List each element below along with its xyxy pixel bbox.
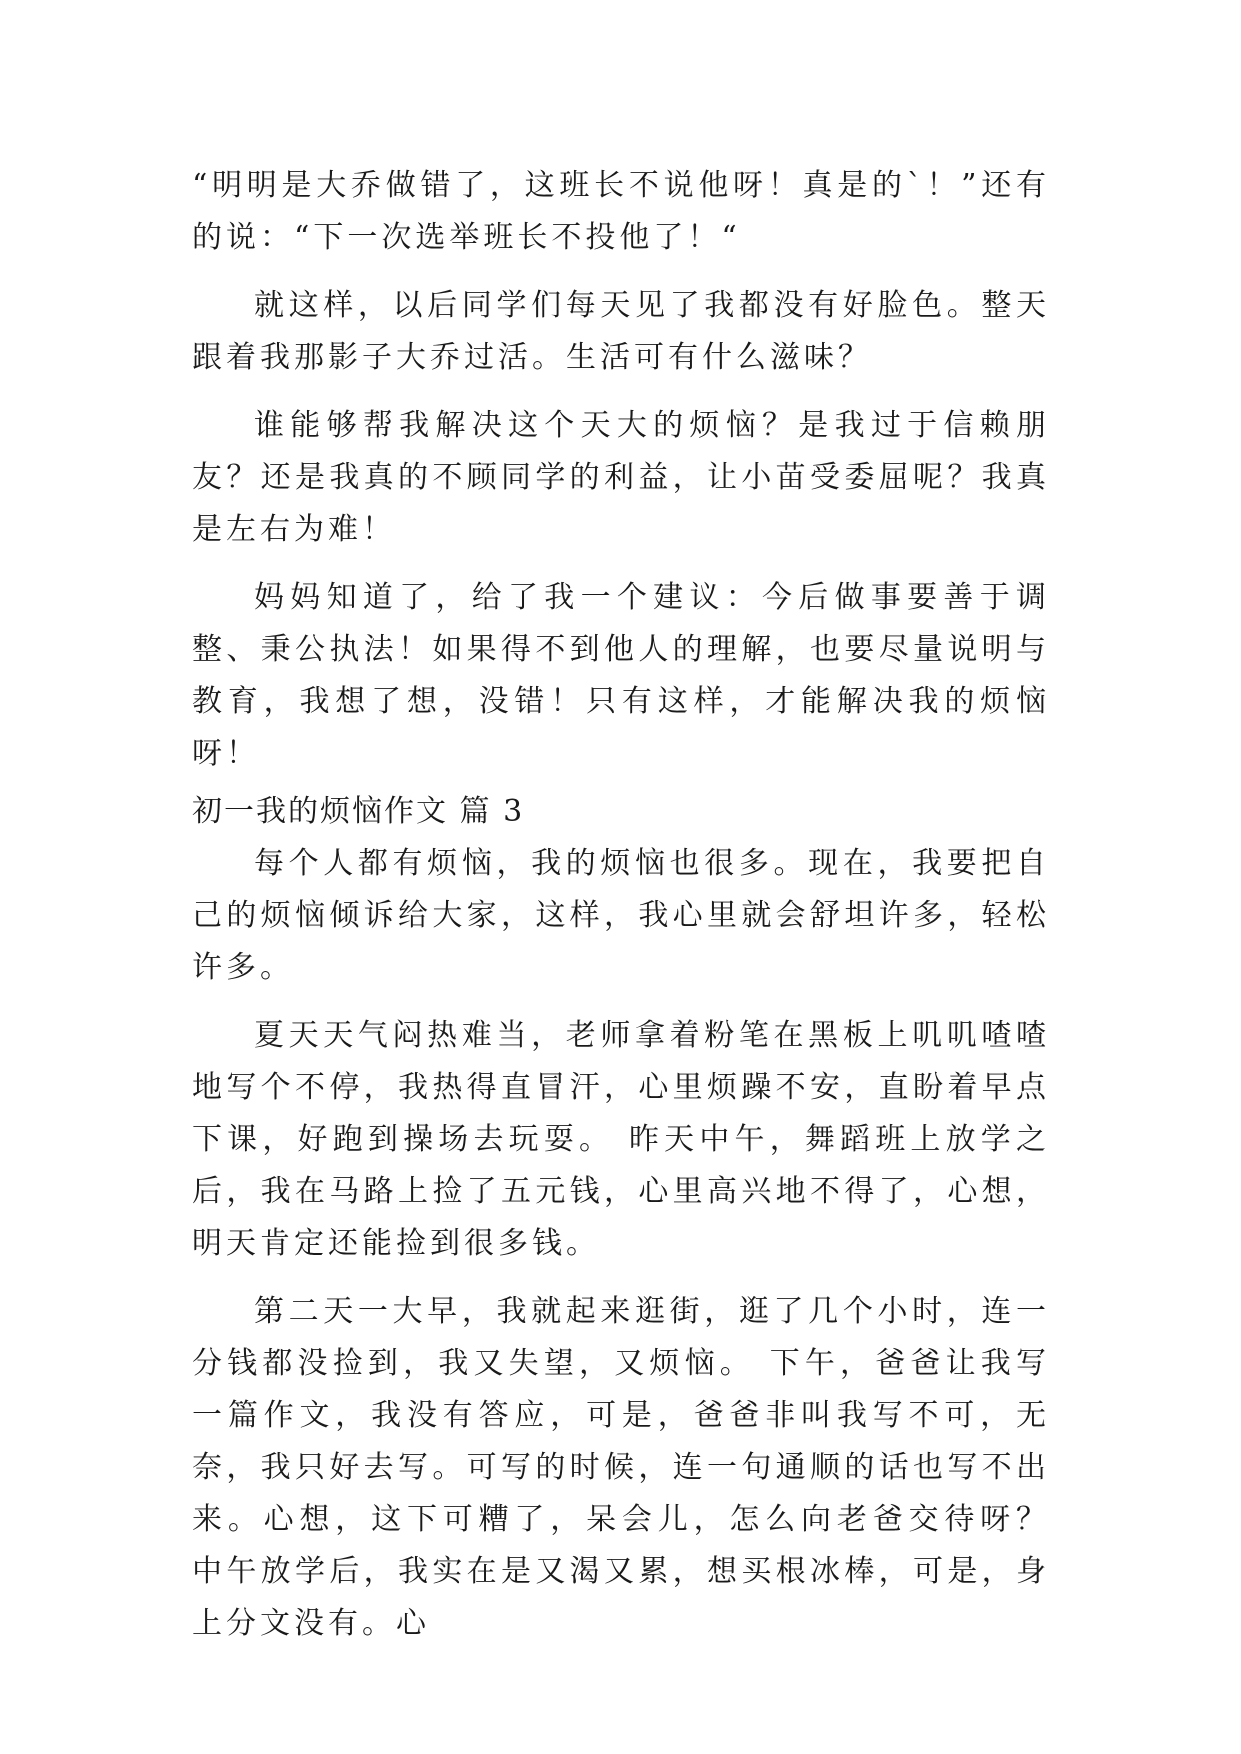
paragraph-mom-advice: 妈妈知道了，给了我一个建议：今后做事要善于调整、秉公执法！如果得不到他人的理解，也要尽量说明与教育，我想了想，没错！只有这样，才能解决我的烦恼呀！	[192, 580, 1050, 771]
document-page	[192, 160, 1050, 1650]
paragraph-bad-face: 就这样，以后同学们每天见了我都没有好脸色。整天跟着我那影子大乔过活。生活可有什么滋味？	[192, 288, 1050, 375]
paragraph-quote: “明明是大乔做错了，这班长不说他呀！真是的`！”还有的说：“下一次选举班长不投他了！“	[192, 168, 1050, 255]
paragraph-next-day: 第二天一大早，我就起来逛街，逛了几个小时，连一分钱都没捡到，我又失望，又烦恼。 下午，爸爸让我写一篇作文，我没有答应，可是，爸爸非叫我写不可，无奈，我只好去写。可写的时候，连一句通顺的话也写不出来。心想，这下可糟了，呆会儿，怎么向老爸交待呀？ 中午放学后，我实在是又渴又累，想买根冰棒，可是，身上分文没有。心	[192, 1294, 1050, 1641]
paragraph-who-can-help: 谁能够帮我解决这个天大的烦恼？是我过于信赖朋友？还是我真的不顾同学的利益，让小苗受委屈呢？我真是左右为难！	[192, 408, 1050, 547]
paragraph-everyone-has-troubles: 每个人都有烦恼，我的烦恼也很多。现在，我要把自己的烦恼倾诉给大家，这样，我心里就会舒坦许多，轻松许多。	[192, 846, 1050, 985]
paragraph-summer-heat: 夏天天气闷热难当，老师拿着粉笔在黑板上叽叽喳喳地写个不停，我热得直冒汗，心里烦躁不安，直盼着早点下课，好跑到操场去玩耍。 昨天中午，舞蹈班上放学之后，我在马路上捡了五元钱，心里高兴地不得了，心想，明天肯定还能捡到很多钱。	[192, 1018, 1050, 1261]
section-heading: 初一我的烦恼作文 篇 3	[192, 794, 525, 829]
